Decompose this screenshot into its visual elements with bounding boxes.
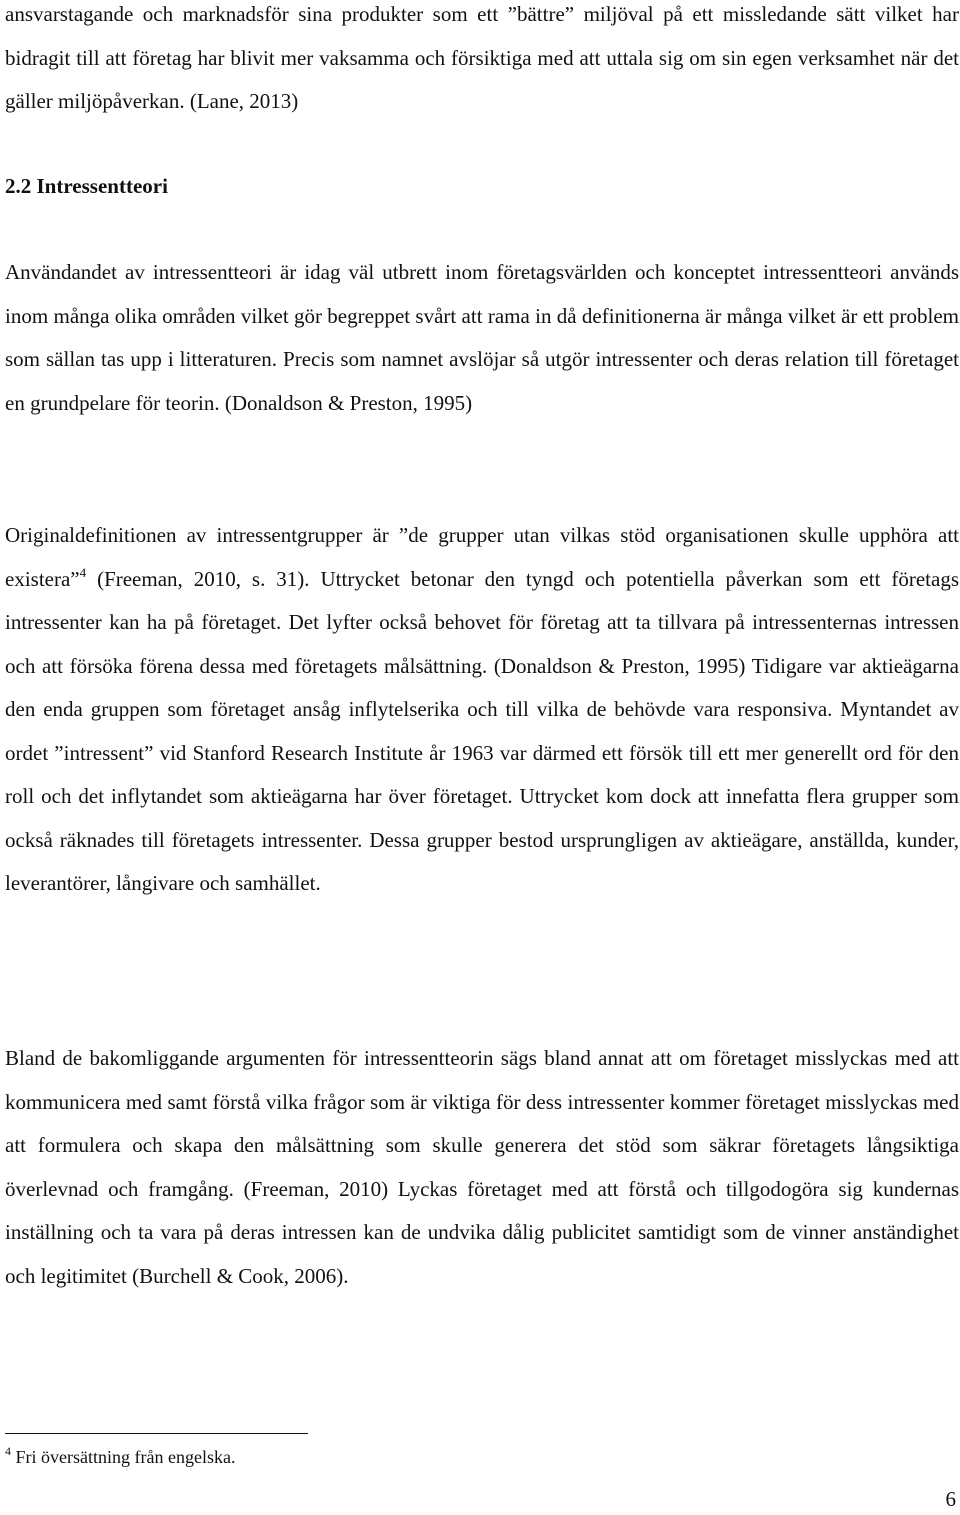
section-heading: 2.2 Intressentteori (5, 174, 168, 198)
paragraph-original-definition (5, 514, 959, 906)
footnote-number: 4 (5, 1444, 11, 1458)
footnote-reference[interactable]: 4 (79, 564, 87, 580)
paragraph-arguments: Bland de bakomliggande argumenten för intressentteorin sägs bland annat att om företaget misslyckas med att kommunicera med samt förstå vilka frågor som är viktiga för dess intressenter kommer företaget misslyckas med att formulera och skapa den målsättning som skulle generera det stöd som säkrar företagets långsiktiga överlevnad och framgång. (Freeman, 2010) Lyckas företaget med att förstå och tillgodogöra sig kundernas inställning och ta vara på deras intressen kan de undvika dålig publicitet samtidigt som de vinner anständighet och legitimitet (Burchell & Cook, 2006). (5, 1046, 959, 1288)
footnote (5, 1444, 236, 1468)
paragraph-intro: ansvarstagande och marknadsför sina produkter som ett ”bättre” miljöval på ett missledande sätt vilket har bidragit till att företag har blivit mer vaksamma och försiktiga med att uttala sig om sin egen verksamhet när det gäller miljöpåverkan. (Lane, 2013) (5, 2, 959, 113)
footnote-separator (5, 1433, 308, 1434)
page-number: 6 (945, 1487, 956, 1511)
paragraph-original-definition-rest: (Freeman, 2010, s. 31). Uttrycket betonar den tyngd och potentiella påverkan som ett företags intressenter kan ha på företaget. Det lyfter också behovet för företag att ta tillvara på intressenternas intressen och att försöka förena dessa med företagets målsättning. (Donaldson & Preston, 1995) Tidigare var aktieägarna den enda gruppen som företaget ansåg inflytelserika och till vilka de behövde vara responsiva. Myntandet av ordet ”intressent” vid Stanford Research Institute år 1963 var därmed ett försök till ett mer generellt ord för den roll och det inflytandet som aktieägarna har över företaget. Uttrycket kom dock att innefatta flera grupper som också räknades till företagets intressenter. Dessa grupper bestod ursprungligen av aktieägare, anställda, kunder, leverantörer, långivare och samhället. (5, 566, 959, 895)
paragraph-original-definition-start: Originaldefinitionen av intressentgrupper är ”de grupper utan vilkas stöd organisationen skulle upphöra att existera” (5, 523, 959, 591)
footnote-text: Fri översättning från engelska. (11, 1447, 236, 1467)
paragraph-definition: Användandet av intressentteori är idag väl utbrett inom företagsvärlden och konceptet intressentteori används inom många olika områden vilket gör begreppet svårt att rama in då definitionerna är många vilket är ett problem som sällan tas upp i litteraturen. Precis som namnet avslöjar så utgör intressenter och deras relation till företaget en grundpelare för teorin. (Donaldson & Preston, 1995) (5, 260, 959, 415)
